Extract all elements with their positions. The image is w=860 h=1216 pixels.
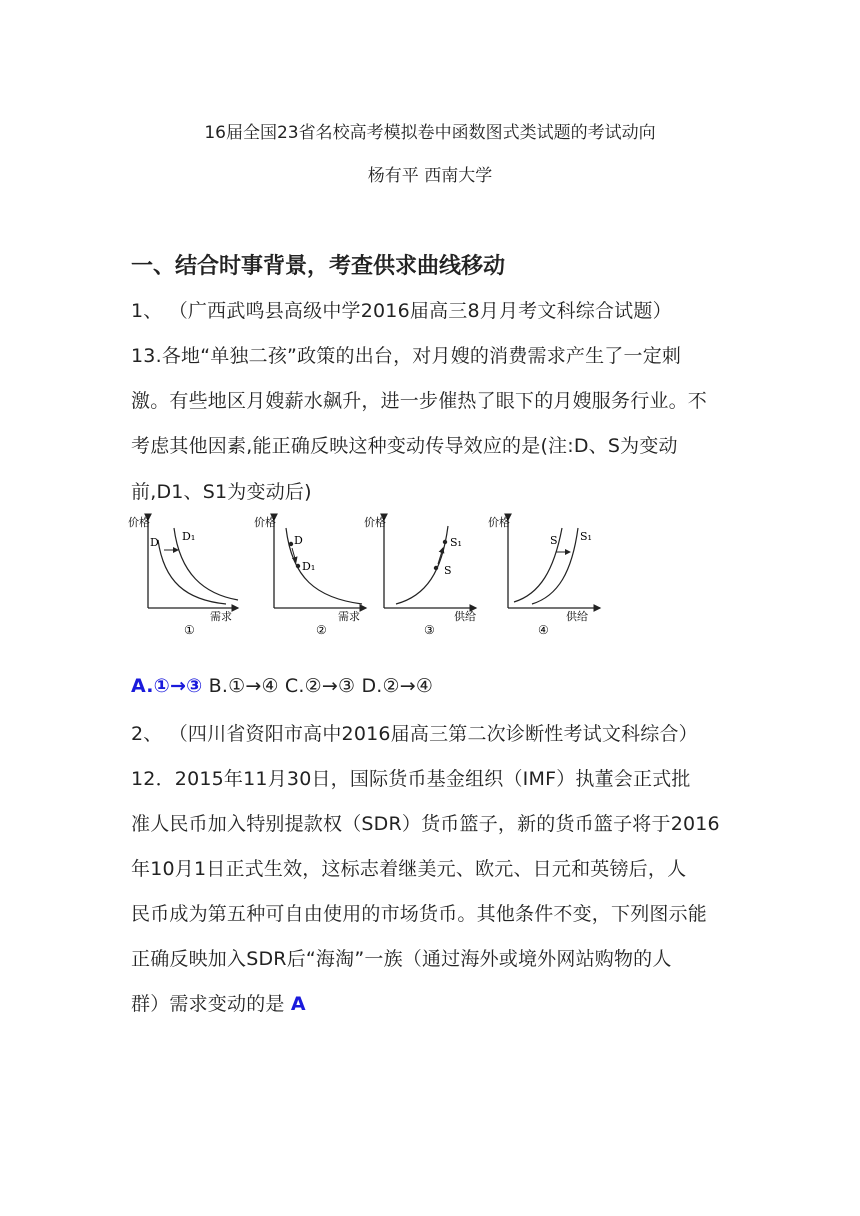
- ylabel-3: 价格: [364, 516, 386, 529]
- figure-label-2: ②: [316, 623, 327, 637]
- ylabel-4: 价格: [488, 516, 510, 529]
- diagram-strip: [126, 512, 606, 642]
- q1-line-4: 前,D1、S1为变动后): [131, 481, 312, 503]
- figure-label-3: ③: [424, 623, 435, 637]
- q2-line-6: [131, 989, 306, 1016]
- xlabel-2: 需求: [338, 610, 360, 623]
- curve-label-3b: S₁: [450, 536, 462, 549]
- curve-label-4b: S₁: [580, 530, 592, 543]
- q2-line-3: 年10月1日正式生效，这标志着继美元、欧元、日元和英镑后，人: [131, 858, 687, 880]
- q2-last-line-text: 群）需求变动的是: [131, 993, 291, 1015]
- curve-label-1a: D: [150, 536, 159, 549]
- q2-line-1: 12．2015年11月30日，国际货币基金组织（IMF）执董会正式批: [131, 768, 691, 790]
- q1-diagrams: [126, 512, 606, 642]
- xlabel-3: 供给: [454, 610, 476, 623]
- q2-source: 2、 （四川省资阳市高中2016届高三第二次诊断性考试文科综合）: [131, 723, 698, 745]
- q1-line-1: 13.各地“单独二孩”政策的出台，对月嫂的消费需求产生了一定刺: [131, 345, 682, 367]
- q1-options: [131, 675, 433, 697]
- section-heading: 一、结合时事背景，考查供求曲线移动: [131, 254, 506, 279]
- q1-source: 1、 （广西武鸣县高级中学2016届高三8月月考文科综合试题）: [131, 300, 672, 322]
- ylabel-1: 价格: [128, 516, 150, 529]
- curve-s-3: [396, 526, 448, 604]
- q2-line-2: 准人民币加入特别提款权（SDR）货币篮子，新的货币篮子将于2016: [131, 813, 720, 835]
- curve-label-4a: S: [550, 534, 558, 547]
- figure-label-1: ①: [184, 623, 195, 637]
- q1-line-3: 考虑其他因素,能正确反映这种变动传导效应的是(注:D、S为变动: [131, 435, 678, 457]
- curve-label-2b: D₁: [302, 560, 316, 573]
- figure-label-4: ④: [538, 623, 549, 637]
- curve-label-2a: D: [294, 534, 303, 547]
- q2-line-4: 民币成为第五种可自由使用的市场货币。其他条件不变，下列图示能: [131, 903, 708, 925]
- q2-answer: A: [290, 993, 306, 1015]
- diagram-1: [128, 515, 238, 637]
- document-title: 16届全国23省名校高考模拟卷中函数图式类试题的考试动向: [204, 123, 656, 143]
- document-author: 杨有平 西南大学: [367, 166, 493, 186]
- xlabel-1: 需求: [210, 610, 232, 623]
- q2-line-5: 正确反映加入SDR后“海淘”一族（通过海外或境外网站购物的人: [131, 948, 672, 970]
- xlabel-4: 供给: [566, 610, 588, 623]
- diagram-2: [254, 515, 366, 637]
- q1-answer: A.①→③: [131, 675, 203, 697]
- curve-label-1b: D₁: [182, 530, 196, 543]
- q1-other-options: B.①→④ C.②→③ D.②→④: [202, 675, 434, 697]
- curve-label-3a: S: [444, 564, 452, 577]
- diagram-4: [488, 515, 600, 637]
- ylabel-2: 价格: [254, 516, 276, 529]
- diagram-3: [364, 515, 476, 637]
- q1-line-2: 激。有些地区月嫂薪水飙升，进一步催热了眼下的月嫂服务行业。不: [131, 390, 708, 412]
